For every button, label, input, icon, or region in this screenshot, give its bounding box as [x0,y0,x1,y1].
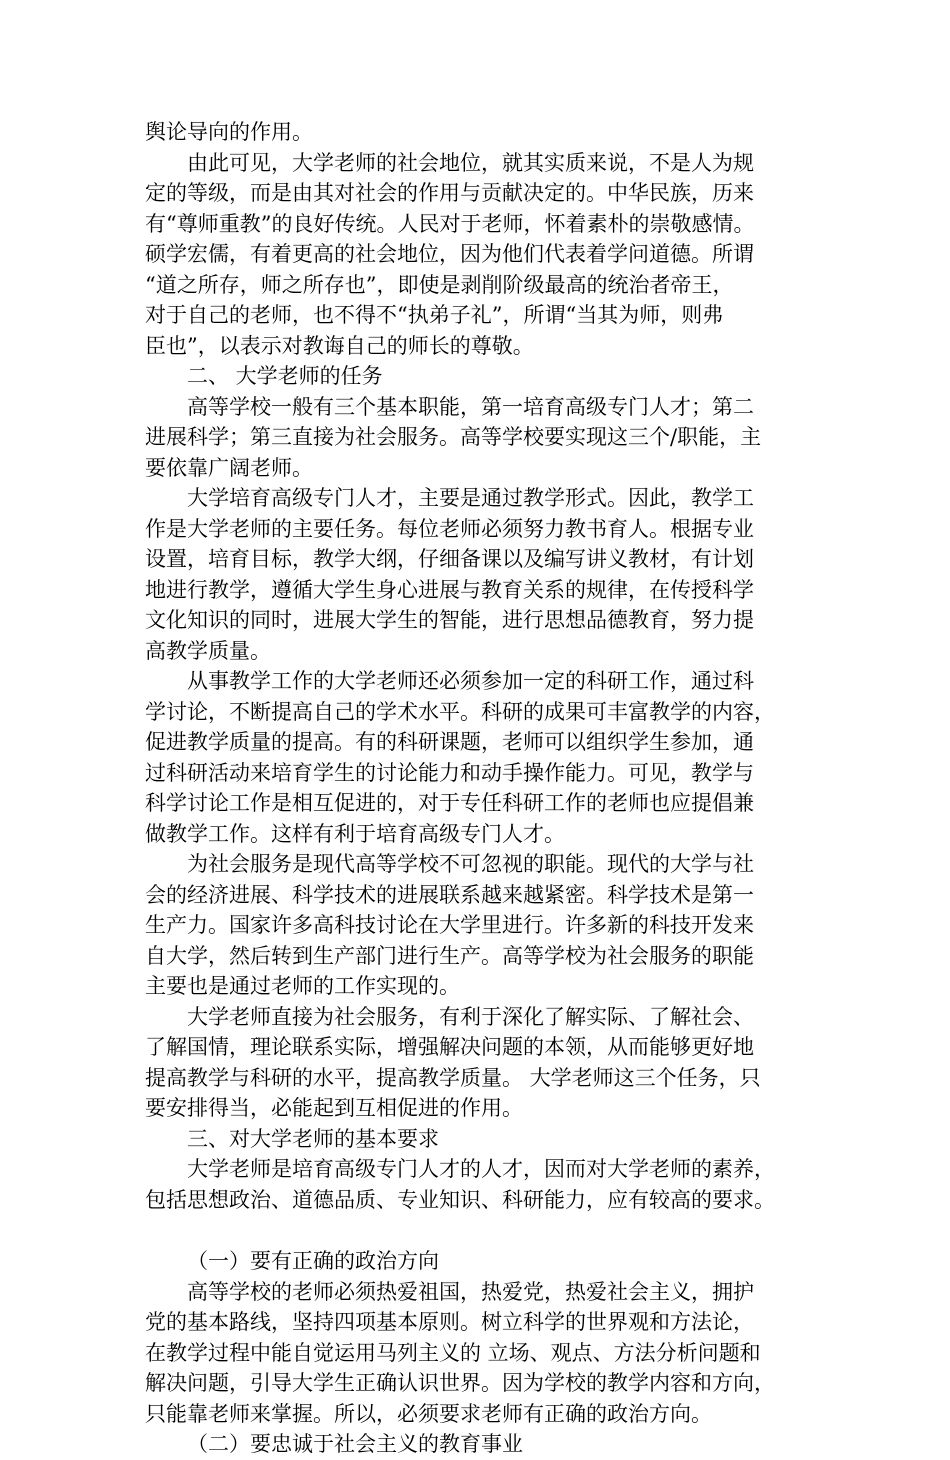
blank-line [145,1215,825,1246]
text-line: 地进行教学，遵循大学生身心进展与教育关系的规律，在传授科学 [145,577,754,602]
text-line: 有“尊师重教”的良好传统。人民对于老师，怀着素朴的崇敬感情。 [145,211,755,236]
document-body [145,117,825,1460]
text-line: 解决问题，引导大学生正确认识世界。因为学校的教学内容和方向， [145,1371,775,1395]
text-line: 为社会服务是现代高等学校不可忽视的职能。现代的大学与社 [187,852,754,876]
text-line: 从事教学工作的大学老师还必须参加一定的科研工作，通过科 [187,669,754,693]
text-line: 三、对大学老师的基本要求 [187,1126,439,1151]
text-line: 由此可见，大学老师的社会地位，就其实质来说，不是人为规 [187,150,754,175]
text-line: （一）要有正确的政治方向 [187,1249,439,1273]
text-line: 高等学校的老师必须热爱祖国，热爱党，热爱社会主义，拥护 [187,1279,754,1304]
text-line: 大学老师是培育高级专门人才的人才，因而对大学老师的素养， [187,1157,775,1181]
text-line: 过科研活动来培育学生的讨论能力和动手操作能力。可见，教学与 [145,760,754,785]
text-line: 对于自己的老师，也不得不“执弟子礼”，所谓“当其为师，则弗 [145,303,724,327]
text-line: 只能靠老师来掌握。所以，必须要求老师有正确的政治方向。 [145,1401,712,1426]
text-line: 定的等级，而是由其对社会的作用与贡献决定的。中华民族，历来 [145,181,754,205]
text-line: 设置，培育目标，教学大纲，仔细备课以及编写讲义教材，有计划 [145,547,754,571]
text-line: 做教学工作。这样有利于培育高级专门人才。 [145,821,565,846]
text-line: 要依靠广阔老师。 [145,455,313,480]
text-line: 二、 大学老师的任务 [187,364,383,388]
text-line: 了解国情，理论联系实际，增强解决问题的本领，从而能够更好地 [145,1035,754,1059]
text-line: 提高教学与科研的水平，提高教学质量。 大学老师这三个任务，只 [145,1065,761,1090]
text-line: 会的经济进展、科学技术的进展联系越来越紧密。科学技术是第一 [145,882,754,907]
text-line: 大学老师直接为社会服务，有利于深化了解实际、了解社会、 [187,1004,754,1029]
text-line: 科学讨论工作是相互促进的，对于专任科研工作的老师也应提倡兼 [145,791,754,815]
text-line: 主要也是通过老师的工作实现的。 [145,974,460,998]
text-line: 自大学，然后转到生产部门进行生产。高等学校为社会服务的职能 [145,943,754,968]
text-line: 作是大学老师的主要任务。每位老师必须努力教书育人。根据专业 [145,516,754,541]
text-line: 要安排得当，必能起到互相促进的作用。 [145,1096,523,1120]
text-line: 高等学校一般有三个基本职能，第一培育高级专门人才；第二 [187,394,754,419]
text-line: 促进教学质量的提高。有的科研课题，老师可以组织学生参加，通 [145,730,754,754]
text-line: 学讨论，不断提高自己的学术水平。科研的成果可丰富教学的内容， [145,699,775,724]
text-line: 在教学过程中能自觉运用马列主义的 立场、观点、方法分析问题和 [145,1340,761,1365]
text-line: 高教学质量。 [145,638,271,663]
text-line: 党的基本路线，坚持四项基本原则。树立科学的世界观和方法论， [145,1310,754,1334]
text-line: 生产力。国家许多高科技讨论在大学里进行。许多新的科技开发来 [145,913,754,937]
text-line: 进展科学；第三直接为社会服务。高等学校要实现这三个/职能，主 [145,425,762,449]
text-line: “道之所存，师之所存也”，即使是剥削阶级最高的统治者帝王， [145,272,734,297]
text-line: （二）要忠诚于社会主义的教育事业 [187,1432,523,1456]
text-line: 舆论导向的作用。 [145,120,313,144]
text-line: 包括思想政治、道德品质、专业知识、科研能力，应有较高的要求。 [145,1187,775,1212]
text-line: 硕学宏儒，有着更高的社会地位，因为他们代表着学问道德。所谓 [145,242,754,266]
text-line: 臣也”，以表示对教诲自己的师长的尊敬。 [145,333,534,358]
text-line: 大学培育高级专门人才，主要是通过教学形式。因此，教学工 [187,486,754,510]
text-line: 文化知识的同时，进展大学生的智能，进行思想品德教育，努力提 [145,608,754,632]
